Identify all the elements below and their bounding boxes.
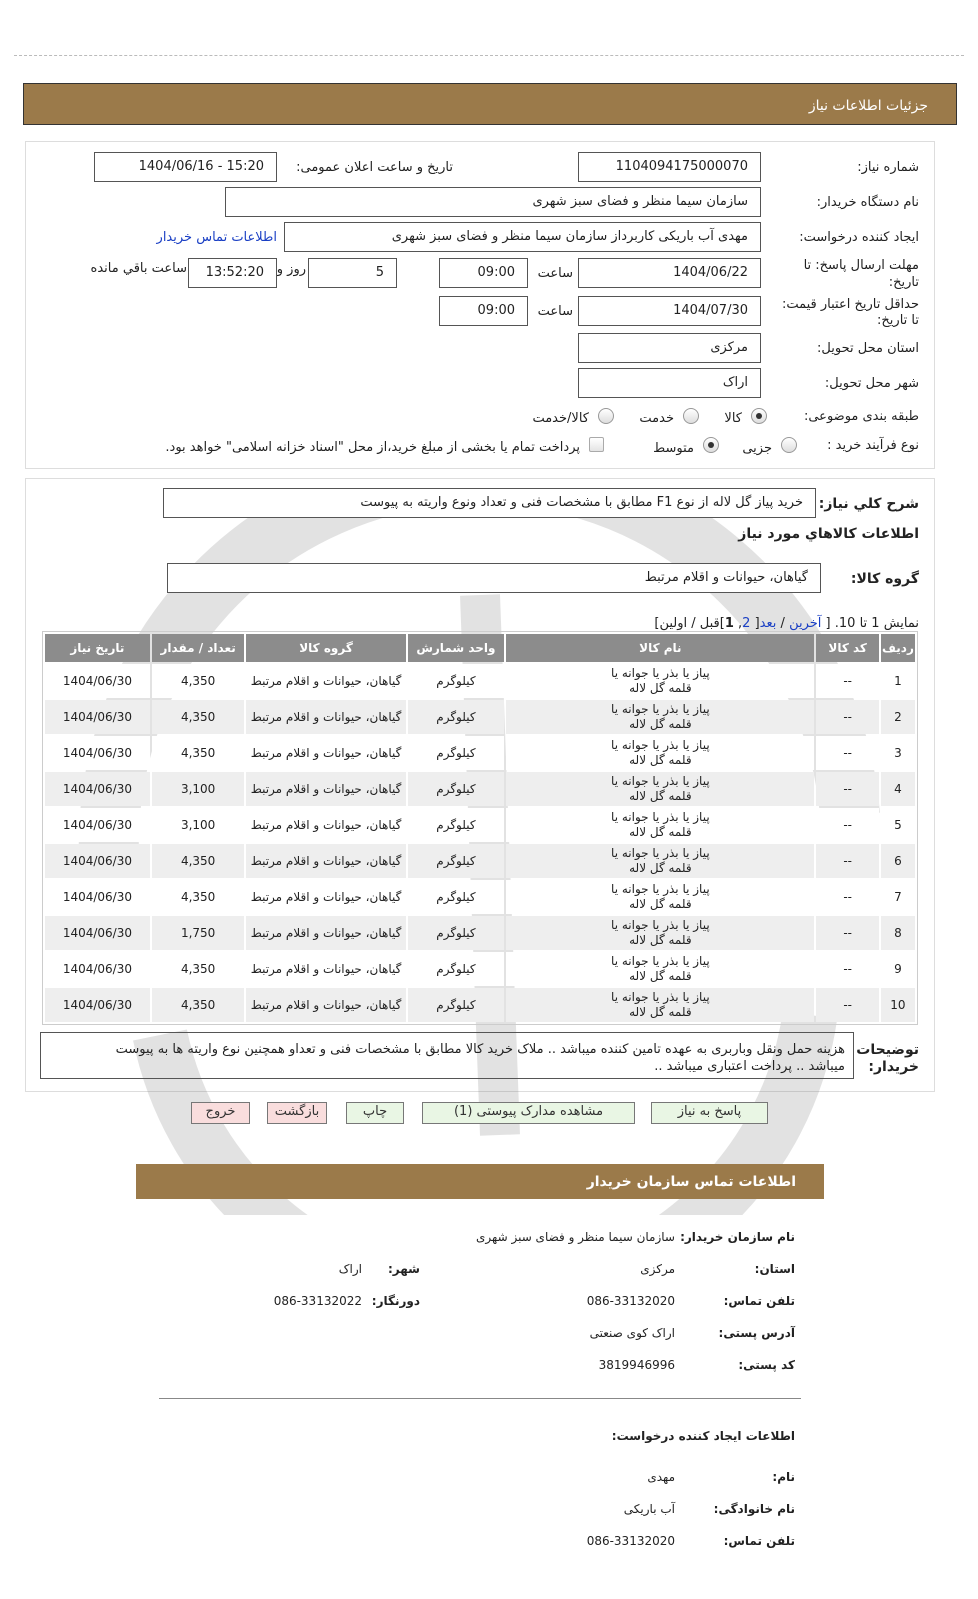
pagination-next[interactable]: بعد (759, 616, 777, 631)
table-row (45, 736, 915, 770)
contact-phone: 086-33132020 (586, 1294, 675, 1308)
top-divider (14, 55, 964, 56)
back-button[interactable]: بازگشت (267, 1102, 327, 1124)
process-radio-medium[interactable] (703, 437, 719, 453)
contact-city-label: شهر: (388, 1262, 420, 1276)
cell-group: گیاهان، حیوانات و اقلام مرتبط (246, 700, 405, 734)
cell-date: 1404/06/30 (45, 664, 150, 698)
cell-date: 1404/06/30 (45, 736, 150, 770)
page-title: جزئیات اطلاعات نیاز (808, 98, 928, 114)
pagination-sep: / (780, 616, 785, 631)
creator-family: آب باریکی (623, 1502, 675, 1516)
cell-name-line-2: قلمه گل لاله (629, 789, 692, 803)
cell-qty: 3,100 (152, 772, 245, 806)
cell-code: -- (816, 880, 878, 914)
validity-time-field: 09:00 (439, 296, 528, 326)
cell-row: 6 (881, 844, 915, 878)
cell-name (506, 808, 814, 842)
col-name: نام کالا (506, 634, 814, 662)
print-button[interactable]: چاپ (346, 1102, 404, 1124)
process-label: نوع فرآیند خرید : (827, 438, 919, 453)
city-label: شهر محل تحویل: (824, 376, 919, 391)
creator-family-label: نام خانوادگی: (713, 1502, 795, 1516)
cell-qty: 4,350 (152, 844, 245, 878)
notes-field (40, 1032, 854, 1079)
exit-button[interactable]: خروج (191, 1102, 250, 1124)
validity-label-2: تا تاریخ: (877, 313, 919, 328)
cell-unit: کیلوگرم (408, 700, 505, 734)
cell-qty: 4,350 (152, 736, 245, 770)
payment-note: پرداخت تمام یا بخشی از مبلغ خرید،از محل "اسناد خزانه اسلامی" خواهد بود. (165, 440, 580, 455)
pagination-prev-first: قبل / اولین (659, 616, 720, 631)
col-group: گروه کالا (246, 634, 405, 662)
deadline-label: مهلت ارسال پاسخ: تا (803, 258, 919, 273)
cell-date: 1404/06/30 (45, 916, 150, 950)
cell-qty: 4,350 (152, 664, 245, 698)
province-label: استان محل تحویل: (817, 341, 919, 356)
cell-code: -- (816, 772, 878, 806)
contact-phone-label: تلفن تماس: (723, 1294, 795, 1308)
cell-unit: کیلوگرم (408, 844, 505, 878)
province-field: مرکزی (578, 333, 761, 363)
table-row (45, 844, 915, 878)
pagination-open: [ (825, 616, 831, 631)
process-option-minor: جزیی (742, 441, 772, 456)
deadline-date-field: 1404/06/22 (578, 258, 761, 288)
pagination-comma: , (738, 616, 743, 631)
cell-row: 8 (881, 916, 915, 950)
cell-group: گیاهان، حیوانات و اقلام مرتبط (246, 880, 405, 914)
contact-fax-label: دورنگار: (371, 1294, 420, 1308)
cell-date: 1404/06/30 (45, 952, 150, 986)
cell-name-line-2: قلمه گل لاله (629, 753, 692, 767)
contact-city: اراک (338, 1262, 362, 1276)
cell-code: -- (816, 988, 878, 1022)
pagination-showing: نمایش 1 تا 10. (834, 616, 919, 631)
table-row (45, 772, 915, 806)
description-field: خرید پیاز گل لاله از نوع F1 مطابق با مشخصات فنی و تعداد ونوع واریته به پیوست (163, 488, 816, 518)
cell-name (506, 664, 814, 698)
deadline-time-field: 09:00 (439, 258, 528, 288)
validity-time-label: ساعت (537, 304, 573, 319)
announce-field: 1404/06/16 - 15:20 (94, 152, 277, 182)
cell-row: 2 (881, 700, 915, 734)
table-row (45, 952, 915, 986)
cell-name-line-1: پیاز یا بذر یا جوانه یا (611, 738, 710, 752)
cell-group: گیاهان، حیوانات و اقلام مرتبط (246, 844, 405, 878)
cell-date: 1404/06/30 (45, 880, 150, 914)
pagination-pages-close: ] (719, 616, 725, 631)
cell-name-line-2: قلمه گل لاله (629, 1005, 692, 1019)
cell-name-line-1: پیاز یا بذر یا جوانه یا (611, 810, 710, 824)
cell-group: گیاهان، حیوانات و اقلام مرتبط (246, 772, 405, 806)
creator-title: اطلاعات ایجاد کننده درخواست: (611, 1429, 795, 1443)
category-radio-service[interactable] (683, 408, 699, 424)
category-radio-goods[interactable] (751, 408, 767, 424)
pagination-pages-open: [ (754, 616, 760, 631)
cell-name (506, 772, 814, 806)
items-table (42, 631, 918, 1025)
notes-label: توضیحات (856, 1042, 919, 1058)
process-radio-minor[interactable] (781, 437, 797, 453)
cell-code: -- (816, 736, 878, 770)
cell-name (506, 952, 814, 986)
days-label: روز و (276, 262, 306, 277)
contact-address: اراک کوی صنعتی (589, 1326, 675, 1340)
city-field: اراک (578, 368, 761, 398)
requester-label: ایجاد کننده درخواست: (799, 230, 919, 245)
cell-name-line-2: قلمه گل لاله (629, 933, 692, 947)
cell-row: 1 (881, 664, 915, 698)
category-option-goods-service: کالا/خدمت (532, 411, 589, 426)
cell-row: 3 (881, 736, 915, 770)
cell-name-line-2: قلمه گل لاله (629, 861, 692, 875)
validity-label: حداقل تاریخ اعتبار قیمت: (781, 297, 919, 312)
announce-label: تاریخ و ساعت اعلان عمومی: (296, 160, 453, 175)
buyer-org-field: سازمان سیما منظر و فضای سبز شهری (225, 187, 761, 217)
cell-name-line-1: پیاز یا بذر یا جوانه یا (611, 846, 710, 860)
need-number-field: 1104094175000070 (578, 152, 761, 182)
cell-name-line-1: پیاز یا بذر یا جوانه یا (611, 990, 710, 1004)
cell-unit: کیلوگرم (408, 916, 505, 950)
cell-unit: کیلوگرم (408, 952, 505, 986)
creator-name: مهدی (647, 1470, 675, 1484)
remaining-label: ساعت باقي مانده (90, 261, 187, 276)
cell-row: 9 (881, 952, 915, 986)
table-row (45, 988, 915, 1022)
treasury-checkbox[interactable] (589, 437, 604, 452)
creator-phone: 086-33132020 (586, 1534, 675, 1548)
pagination (654, 616, 919, 631)
pagination-page-1: 1 (724, 616, 734, 631)
deadline-time-label: ساعت (537, 266, 573, 281)
col-date: تاریخ نیاز (45, 634, 150, 662)
cell-name-line-2: قلمه گل لاله (629, 969, 692, 983)
notes-line-1: هزینه حمل ونقل وباربری به عهده تامین کننده میباشد .. ملاک خرید کالا مطابق با مشخصات فنی و تعداو همچنین نوع واریته ها به پیوست (115, 1042, 845, 1057)
description-label: شرح كلي نياز: (818, 496, 919, 512)
page-title-bar (23, 83, 957, 125)
col-unit: واحد شمارش (408, 634, 505, 662)
deadline-label-2: تاریخ: (888, 275, 919, 290)
table-row (45, 700, 915, 734)
contact-title-bar (136, 1164, 824, 1199)
cell-qty: 3,100 (152, 808, 245, 842)
group-label: گروه کالا: (850, 571, 919, 587)
reply-button[interactable]: پاسخ به نیاز (651, 1102, 768, 1124)
contact-divider (159, 1398, 801, 1399)
cell-name (506, 736, 814, 770)
contact-province: مرکزی (640, 1262, 675, 1276)
cell-name-line-2: قلمه گل لاله (629, 825, 692, 839)
cell-unit: کیلوگرم (408, 736, 505, 770)
pagination-page-2[interactable]: 2 (742, 616, 751, 631)
cell-group: گیاهان، حیوانات و اقلام مرتبط (246, 952, 405, 986)
cell-name (506, 844, 814, 878)
category-option-service: خدمت (639, 411, 674, 426)
cell-name (506, 700, 814, 734)
table-row (45, 664, 915, 698)
table-row (45, 808, 915, 842)
cell-name-line-1: پیاز یا بذر یا جوانه یا (611, 702, 710, 716)
cell-group: گیاهان، حیوانات و اقلام مرتبط (246, 736, 405, 770)
requester-field: مهدی آب باریکی کاربرداز سازمان سیما منظر و فضای سبز شهری (284, 222, 761, 252)
cell-row: 4 (881, 772, 915, 806)
cell-code: -- (816, 952, 878, 986)
cell-name-line-2: قلمه گل لاله (629, 717, 692, 731)
category-option-goods: کالا (724, 411, 742, 426)
cell-date: 1404/06/30 (45, 844, 150, 878)
notes-line-2: میباشد .. پرداخت اعتباری میباشد .. (654, 1059, 845, 1074)
cell-name (506, 880, 814, 914)
cell-qty: 1,750 (152, 916, 245, 950)
cell-code: -- (816, 664, 878, 698)
contact-address-label: آدرس پستی: (718, 1326, 795, 1340)
cell-name (506, 916, 814, 950)
category-radio-goods-service[interactable] (598, 408, 614, 424)
cell-code: -- (816, 916, 878, 950)
pagination-last[interactable]: آخرین (789, 616, 822, 631)
contact-postal: 3819946996 (598, 1358, 675, 1372)
need-number-label: شماره نیاز: (857, 160, 919, 175)
creator-name-label: نام: (772, 1470, 795, 1484)
cell-name-line-1: پیاز یا بذر یا جوانه یا (611, 918, 710, 932)
cell-date: 1404/06/30 (45, 988, 150, 1022)
validity-date-field: 1404/07/30 (578, 296, 761, 326)
cell-name-line-1: پیاز یا بذر یا جوانه یا (611, 666, 710, 680)
cell-name (506, 988, 814, 1022)
cell-unit: کیلوگرم (408, 808, 505, 842)
table-row (45, 880, 915, 914)
cell-qty: 4,350 (152, 952, 245, 986)
cell-code: -- (816, 700, 878, 734)
cell-date: 1404/06/30 (45, 808, 150, 842)
cell-qty: 4,350 (152, 988, 245, 1022)
attachments-button[interactable]: مشاهده مدارک پیوستی (1) (422, 1102, 635, 1124)
col-code: کد کالا (816, 634, 878, 662)
buyer-contact-link[interactable]: اطلاعات تماس خریدار (156, 230, 277, 245)
cell-name-line-2: قلمه گل لاله (629, 681, 692, 695)
table-header-row (45, 634, 915, 662)
pagination-close: ] (654, 616, 660, 631)
group-field: گیاهان، حیوانات و اقلام مرتبط (167, 563, 821, 593)
cell-code: -- (816, 844, 878, 878)
process-option-medium: متوسط (653, 441, 694, 456)
cell-name-line-2: قلمه گل لاله (629, 897, 692, 911)
contact-title: اطلاعات تماس سازمان خریدار (586, 1174, 796, 1190)
cell-unit: کیلوگرم (408, 880, 505, 914)
cell-unit: کیلوگرم (408, 664, 505, 698)
remaining-time-field: 13:52:20 (188, 258, 277, 288)
cell-row: 5 (881, 808, 915, 842)
cell-row: 7 (881, 880, 915, 914)
cell-unit: کیلوگرم (408, 772, 505, 806)
cell-qty: 4,350 (152, 880, 245, 914)
col-row: ردیف (881, 634, 915, 662)
contact-postal-label: کد پستی: (738, 1358, 795, 1372)
notes-label-2: خریدار: (868, 1059, 919, 1075)
cell-code: -- (816, 808, 878, 842)
cell-group: گیاهان، حیوانات و اقلام مرتبط (246, 988, 405, 1022)
cell-date: 1404/06/30 (45, 700, 150, 734)
cell-group: گیاهان، حیوانات و اقلام مرتبط (246, 664, 405, 698)
buyer-org-label: نام دستگاه خریدار: (816, 195, 919, 210)
items-heading: اطلاعات كالاهاي مورد نياز (738, 526, 919, 542)
contact-fax: 086-33132022 (273, 1294, 362, 1308)
cell-qty: 4,350 (152, 700, 245, 734)
cell-name-line-1: پیاز یا بذر یا جوانه یا (611, 882, 710, 896)
cell-row: 10 (881, 988, 915, 1022)
contact-province-label: استان: (754, 1262, 795, 1276)
cell-group: گیاهان، حیوانات و اقلام مرتبط (246, 808, 405, 842)
cell-unit: کیلوگرم (408, 988, 505, 1022)
table-row (45, 916, 915, 950)
cell-group: گیاهان، حیوانات و اقلام مرتبط (246, 916, 405, 950)
category-label: طبقه بندی موضوعی: (803, 409, 919, 424)
cell-name-line-1: پیاز یا بذر یا جوانه یا (611, 774, 710, 788)
remaining-days-field: 5 (308, 258, 397, 288)
creator-phone-label: تلفن تماس: (723, 1534, 795, 1548)
cell-date: 1404/06/30 (45, 772, 150, 806)
col-qty: تعداد / مقدار (152, 634, 245, 662)
cell-name-line-1: پیاز یا بذر یا جوانه یا (611, 954, 710, 968)
contact-org-label: نام سازمان خریدار: (680, 1230, 795, 1244)
contact-org: سازمان سیما منظر و فضای سبز شهری (476, 1230, 675, 1244)
